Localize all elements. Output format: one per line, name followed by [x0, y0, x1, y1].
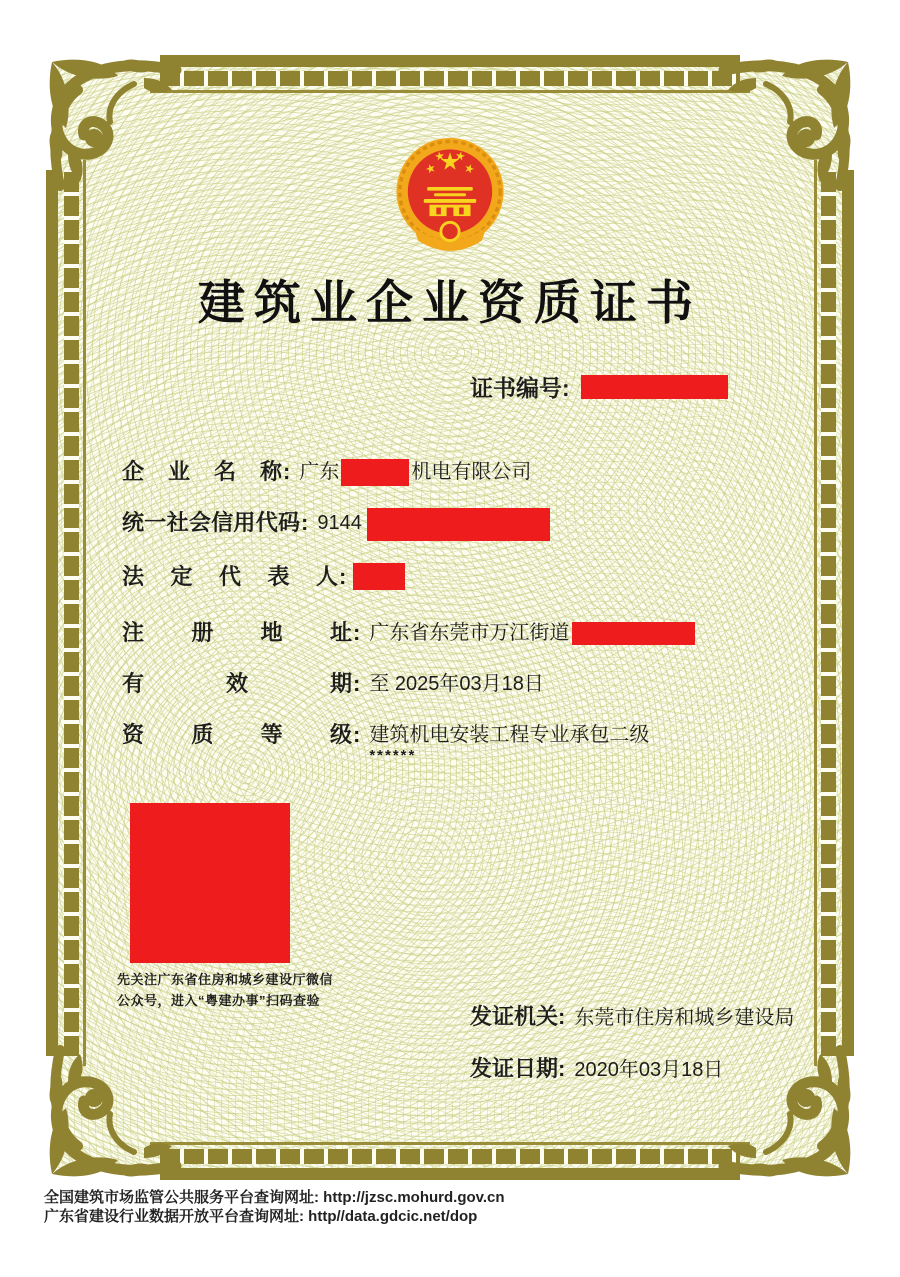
qr-scan-note [117, 969, 333, 1011]
cert-no-row [470, 370, 728, 403]
field-colon: : [353, 620, 361, 645]
field-label: 法定代表人 [122, 564, 338, 589]
field-label: 企业名称 [122, 459, 282, 484]
field-colon: : [353, 671, 361, 696]
frame-brick-top [160, 71, 740, 86]
legal-rep-redaction [353, 563, 405, 590]
field-credit-code [122, 509, 550, 541]
field-company-name [122, 458, 531, 486]
certificate-title: 建筑业企业资质证书 [198, 276, 702, 329]
frame-band-bottom [160, 1168, 740, 1180]
company-name-suffix: 机电有限公司 [411, 461, 532, 483]
frame-band-top [160, 55, 740, 67]
frame-line-top [150, 90, 750, 93]
issue-date-value: 2020年03月18日 [574, 1059, 724, 1081]
frame-brick-bottom [160, 1149, 740, 1164]
field-validity [122, 670, 544, 698]
qr-note-line2: 公众号，进入“粤建办事”扫码查验 [117, 993, 321, 1008]
issue-date-label: 发证日期: [470, 1056, 566, 1081]
footer-line1: 全国建筑市场监管公共服务平台查询网址: http://jzsc.mohurd.gov.cn [44, 1189, 505, 1206]
grade-asterisks: ****** [369, 747, 417, 764]
qr-note-line1: 先关注广东省住房和城乡建设厅微信 [117, 972, 334, 987]
corner-flourish-bottom-left-icon [44, 1044, 182, 1182]
footer-line2: 广东省建设行业数据开放平台查询网址: http//data.gdcic.net/dop [44, 1208, 478, 1225]
cert-no-redaction [581, 375, 728, 399]
footer-query-urls [44, 1188, 505, 1226]
corner-flourish-top-left-icon [44, 54, 182, 192]
issuing-authority-value: 东莞市住房和城乡建设局 [574, 1007, 795, 1029]
cert-no-label: 证书编号: [470, 375, 570, 401]
field-colon: : [353, 722, 361, 747]
field-colon: : [301, 510, 309, 535]
address-redaction [572, 622, 695, 645]
qr-code-redaction [130, 803, 290, 963]
frame-line-bottom [150, 1142, 750, 1145]
field-value [369, 721, 649, 763]
issuing-authority-label: 发证机关: [470, 1004, 566, 1029]
field-label: 统一社会信用代码 [122, 510, 300, 535]
issue-date-row [470, 1052, 723, 1083]
grade-value: 建筑机电安装工程专业承包二级 [369, 724, 650, 746]
national-emblem-icon [393, 135, 507, 255]
field-colon: : [339, 564, 347, 589]
field-colon: : [283, 459, 291, 484]
corner-flourish-bottom-right-icon [718, 1044, 856, 1182]
corner-flourish-top-right-icon [718, 54, 856, 192]
field-value [299, 458, 531, 486]
field-label: 资质等级 [122, 722, 352, 747]
issuing-authority-row [470, 1000, 794, 1031]
company-name-redaction [341, 459, 409, 486]
field-label: 注册地址 [122, 620, 352, 645]
field-label: 有效期 [122, 671, 352, 696]
credit-code-prefix: 9144 [317, 512, 362, 534]
field-value [369, 619, 695, 647]
field-value [317, 509, 550, 541]
address-prefix: 广东省东莞市万江街道 [369, 622, 570, 644]
field-legal-representative [122, 563, 405, 591]
credit-code-redaction [367, 508, 550, 541]
field-qualification-grade [122, 721, 649, 763]
field-value: 至 2025年03月18日 [369, 673, 544, 695]
company-name-prefix: 广东 [299, 461, 340, 483]
field-registered-address [122, 619, 695, 647]
field-value [355, 563, 405, 590]
